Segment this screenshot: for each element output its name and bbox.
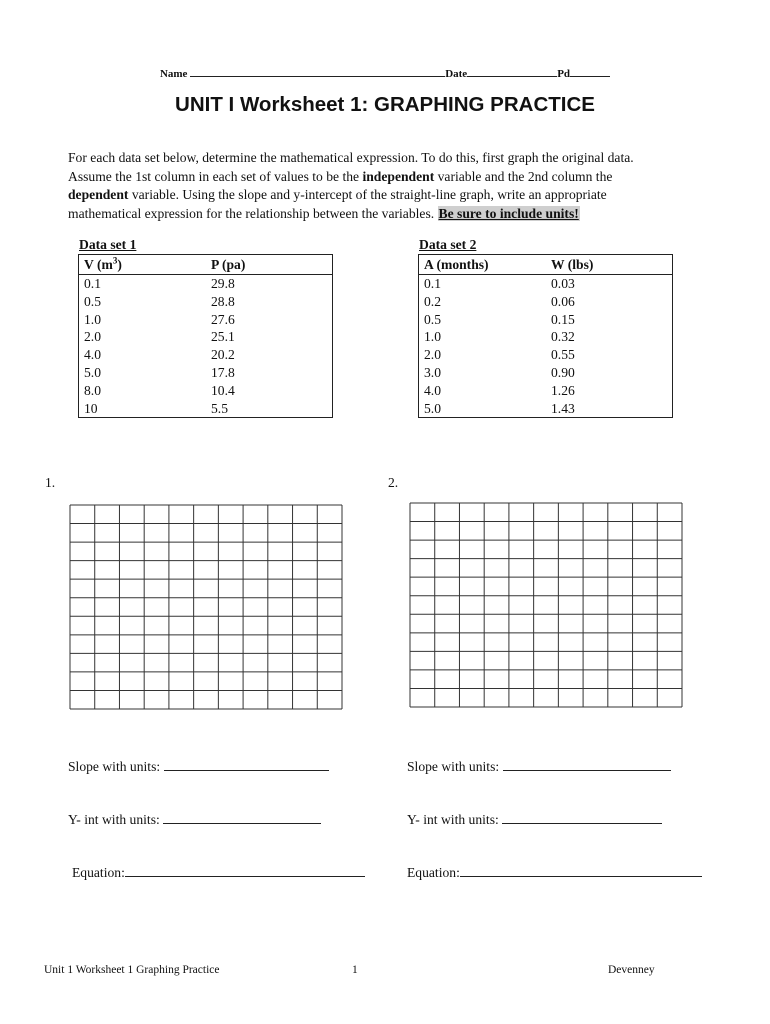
dataset1-cell-independent: 8.0 xyxy=(84,382,101,398)
instructions xyxy=(68,149,728,223)
dataset2-title: Data set 2 xyxy=(419,237,477,252)
instructions-line-2 xyxy=(68,168,728,187)
graph-grid-1[interactable] xyxy=(69,504,343,710)
dataset2-table xyxy=(418,254,673,418)
name-date-line xyxy=(0,64,770,80)
dataset2-row xyxy=(419,364,672,382)
dataset1-cell-dependent: 10.4 xyxy=(211,382,235,398)
slope-answer-2 xyxy=(407,758,671,775)
dataset2-cell-independent: 3.0 xyxy=(424,364,441,380)
equation-answer-2 xyxy=(407,864,702,881)
dataset1-cell-dependent: 25.1 xyxy=(211,329,235,345)
footer-author: Devenney xyxy=(608,964,655,976)
dataset1-cell-dependent: 17.8 xyxy=(211,364,235,380)
dataset1-body xyxy=(79,275,332,417)
question-1-number: 1. xyxy=(45,475,56,490)
dataset2-cell-dependent: 1.43 xyxy=(551,400,575,416)
dataset2-cell-independent: 1.0 xyxy=(424,329,441,345)
dataset1-cell-independent: 4.0 xyxy=(84,347,101,363)
col-header-text: V (m xyxy=(84,257,113,272)
yint-label: Y- int with units: xyxy=(407,812,503,827)
dataset2-cell-dependent: 0.06 xyxy=(551,293,575,309)
yint-blank-1[interactable] xyxy=(163,811,321,824)
name-label: Name xyxy=(159,68,188,80)
instructions-line-1: For each data set below, determine the mathematical expression. To do this, first graph the original data. xyxy=(68,150,634,165)
equation-blank-1[interactable] xyxy=(125,864,365,877)
dataset2-row xyxy=(419,346,672,364)
dataset1-table xyxy=(78,254,333,418)
units-reminder: Be sure to include units! xyxy=(438,205,579,221)
instructions-text: Assume the 1st column in each set of values to be the xyxy=(68,168,363,184)
dataset1-cell-independent: 0.1 xyxy=(84,276,101,291)
dataset2-cell-independent: 5.0 xyxy=(424,400,441,416)
instructions-text: mathematical expression for the relationship between the variables. xyxy=(68,205,438,221)
slope-label: Slope with units: xyxy=(68,759,164,774)
dataset2-cell-dependent: 0.55 xyxy=(551,347,575,363)
dataset2-cell-dependent: 0.15 xyxy=(551,311,575,327)
dataset1-row xyxy=(79,293,332,311)
period-label: Pd xyxy=(557,68,571,80)
dataset2-cell-dependent: 0.03 xyxy=(551,276,575,291)
dataset1-title: Data set 1 xyxy=(79,237,137,252)
dataset1-cell-independent: 10 xyxy=(84,400,98,416)
instructions-line-4 xyxy=(68,205,728,224)
dataset1-cell-dependent: 20.2 xyxy=(211,347,235,363)
dataset1-row xyxy=(79,275,332,293)
slope-answer-1 xyxy=(68,758,329,775)
dataset2-row xyxy=(419,382,672,400)
dataset1-cell-independent: 0.5 xyxy=(84,293,101,309)
dataset2-col1-header: A (months) xyxy=(424,257,489,272)
footer-page-number: 1 xyxy=(352,964,358,976)
equation-answer-1 xyxy=(72,864,365,881)
dataset2-col2-header: W (lbs) xyxy=(551,257,594,272)
date-blank[interactable] xyxy=(467,64,557,77)
dataset1-cell-dependent: 5.5 xyxy=(211,400,228,416)
slope-blank-1[interactable] xyxy=(164,758,329,771)
equation-blank-2[interactable] xyxy=(460,864,702,877)
yint-answer-1 xyxy=(68,811,321,828)
dataset1-col1-header xyxy=(84,255,122,274)
dataset1-col2-header: P (pa) xyxy=(211,257,246,272)
dataset2-body xyxy=(419,275,672,417)
dataset2-row xyxy=(419,275,672,293)
dataset2-cell-independent: 0.1 xyxy=(424,276,441,291)
footer-left: Unit 1 Worksheet 1 Graphing Practice xyxy=(44,964,220,976)
dataset2-cell-independent: 0.2 xyxy=(424,293,441,309)
dataset2-row xyxy=(419,328,672,346)
equation-label: Equation: xyxy=(72,865,125,880)
yint-answer-2 xyxy=(407,811,662,828)
dataset1-row xyxy=(79,400,332,418)
slope-blank-2[interactable] xyxy=(503,758,671,771)
page-title: UNIT I Worksheet 1: GRAPHING PRACTICE xyxy=(175,93,595,116)
dataset1-row xyxy=(79,346,332,364)
dataset2-cell-dependent: 0.32 xyxy=(551,329,575,345)
yint-blank-2[interactable] xyxy=(502,811,662,824)
dataset2-row xyxy=(419,311,672,329)
dataset1-cell-dependent: 27.6 xyxy=(211,311,235,327)
instructions-text: variable. Using the slope and y-intercept of the straight-line graph, write an appropriate xyxy=(128,187,607,202)
dataset1-row xyxy=(79,382,332,400)
dependent-term: dependent xyxy=(68,187,129,202)
dataset2-cell-dependent: 1.26 xyxy=(551,382,575,398)
col-header-text: ) xyxy=(117,257,122,272)
slope-label: Slope with units: xyxy=(407,759,503,774)
dataset2-cell-dependent: 0.90 xyxy=(551,364,575,380)
dataset2-cell-independent: 0.5 xyxy=(424,311,441,327)
yint-label: Y- int with units: xyxy=(68,812,164,827)
dataset1-cell-independent: 5.0 xyxy=(84,364,101,380)
instructions-line-3 xyxy=(68,186,728,205)
name-blank[interactable] xyxy=(190,64,445,77)
date-label: Date xyxy=(445,68,468,80)
dataset1-cell-independent: 1.0 xyxy=(84,311,101,327)
dataset2-header-row xyxy=(419,255,672,275)
equation-label: Equation: xyxy=(407,865,460,880)
dataset1-cell-independent: 2.0 xyxy=(84,329,101,345)
graph-grid-2[interactable] xyxy=(409,502,683,708)
dataset2-row xyxy=(419,400,672,418)
dataset2-cell-independent: 4.0 xyxy=(424,382,441,398)
col-header-superscript: 3 xyxy=(112,255,118,266)
dataset1-cell-dependent: 29.8 xyxy=(211,276,235,291)
dataset1-row xyxy=(79,311,332,329)
dataset1-header-row xyxy=(79,255,332,275)
dataset2-row xyxy=(419,293,672,311)
instructions-text: variable and the 2nd column the xyxy=(434,168,613,184)
question-2-number: 2. xyxy=(388,475,399,490)
dataset2-cell-independent: 2.0 xyxy=(424,347,441,363)
period-blank[interactable] xyxy=(570,64,610,77)
dataset1-row xyxy=(79,328,332,346)
dataset1-cell-dependent: 28.8 xyxy=(211,293,235,309)
dataset1-row xyxy=(79,364,332,382)
independent-term: independent xyxy=(362,168,435,184)
